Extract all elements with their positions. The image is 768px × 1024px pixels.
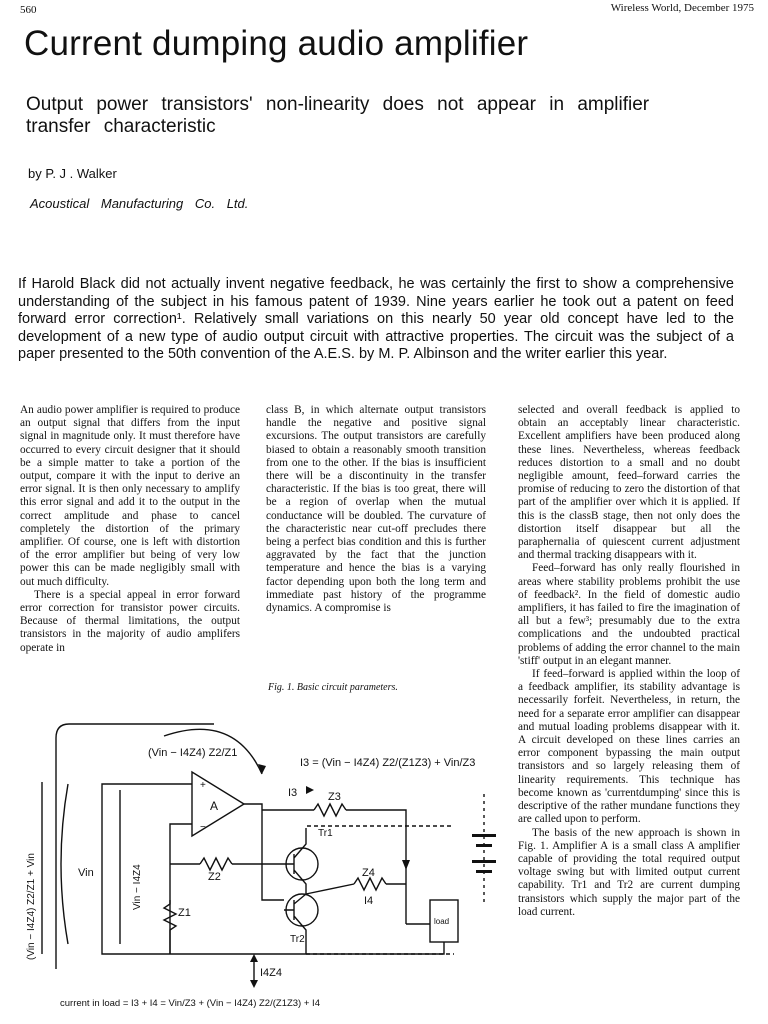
z2-resistor: [200, 858, 232, 870]
article-title: Current dumping audio amplifier: [24, 24, 529, 63]
running-header: Wireless World, December 1975: [610, 2, 754, 14]
body-paragraph: If feed–forward is applied within the loop of a feedback amplifier, its stability advantage is necessarily forfeit. Nevertheless, in return, the need for a separate error amplifier can disappear and mutual loading problems disappear with it. A circuit developed on these lines carries an error component bypassing the main output transistors and so largely releasing them of linearity requirements. This technique has become known as 'currentdumping' since this is descriptive of the rather mundane functions they are called upon to perform.: [518, 668, 740, 826]
label-tr2: Tr2: [290, 934, 305, 945]
plus-input-wire: [102, 784, 192, 946]
page-number: 560: [20, 4, 37, 16]
minus-input-wire: [170, 824, 192, 954]
body-paragraph: selected and overall feedback is applied to obtain an acceptably linear characteristic. Excellent amplifiers have been produced along these lines. Nevertheless, whereas feedback reduces distortion to a small and no doubt negligible amount, feed–forward carries the promise of reducing to zero the distortion of that part of the amplifier over which it is applied. If this is the classB stage, then not only does the distortion itself disappear but all the paraphernalia of quiescent current adjustment and thermal tracking disappears with it.: [518, 404, 740, 562]
label-i4: I4: [364, 895, 374, 907]
label-load: load: [434, 917, 450, 926]
output-rail: [346, 810, 406, 924]
arrow-up-head: [250, 954, 258, 962]
label-i4z4: I4Z4: [260, 967, 283, 979]
arrow-down-head: [250, 980, 258, 988]
i4-arrow-head: [402, 860, 410, 870]
label-mid-expr: Vin − I4Z4: [132, 864, 143, 910]
label-left-expr: (Vin − I4Z4) Z2/Z1 + Vin: [26, 853, 37, 960]
article-subtitle: Output power transistors' non-linearity does not appear in amplifier transfer characteristic: [26, 94, 650, 137]
i3-arrow-head: [306, 786, 314, 794]
dumper-base-rail: [262, 822, 284, 900]
battery-plate: [472, 834, 496, 837]
affiliation: Acoustical Manufacturing Co. Ltd.: [30, 196, 249, 211]
body-paragraph: The basis of the new approach is shown in Fig. 1. Amplifier A is a small class A amplifier capable of providing the total required output voltage swing but with limited output current capability. Tr1 and Tr2 are current dumping transistors which supply the major part of the load current.: [518, 826, 740, 918]
label-z3: Z3: [328, 791, 341, 803]
figure-caption: Fig. 1. Basic circuit parameters.: [268, 682, 398, 693]
label-vin: Vin: [78, 867, 94, 879]
ground-return: [102, 942, 444, 954]
label-current-in-load: current in load = I3 + I4 = Vin/Z3 + (Vin − I4Z4) Z2/(Z1Z3) + I4: [60, 998, 320, 1009]
body-column-2: [266, 404, 486, 615]
emitter-junction: [306, 884, 354, 894]
vin-bracket: [61, 784, 68, 944]
battery-plate: [476, 870, 492, 873]
label-minus: −: [200, 822, 206, 833]
label-plus: +: [200, 780, 206, 791]
z3-resistor: [314, 804, 346, 816]
vin-input-wire: [56, 724, 214, 969]
label-z2: Z2: [208, 871, 221, 883]
label-tr1: Tr1: [318, 828, 333, 839]
circuit-diagram: [14, 704, 510, 1020]
body-paragraph: An audio power amplifier is required to produce an output signal that differs from the input signal in magnitude only. It must therefore have occurred to every circuit designer that it should be a simple matter to take a portion of the output, compare it with the input to derive an error signal. It is then only necessary to amplify this error signal and add it to the output in the correct amplitude and phase to cancel completely the distortion of the primary amplifier. Of course, one is left with distortion of the error amplifier but being of very low power this can be made negligibly small with out much difficulty.: [20, 404, 240, 588]
label-z1: Z1: [178, 907, 191, 919]
battery-plate: [476, 844, 492, 847]
battery-plate: [472, 860, 496, 863]
label-amp: A: [210, 799, 219, 813]
body-paragraph: Feed–forward has only really flourished in areas where stability problems prohibit the use of feedback². In the field of domestic audio amplifiers, it has failed to fire the imagination of all but a few³; presumably due to the extra complications and the undoubted practical problems of adding the error channel to the main 'stiff' output in an elegant manner.: [518, 562, 740, 667]
body-column-3: [518, 404, 740, 919]
amp-output-wire: [244, 804, 262, 822]
body-paragraph: There is a special appeal in error forward error correction for transistor power circuits. Because of thermal limitations, the output transistors in the majority of audio amplifers operate in: [20, 588, 240, 654]
body-column-1: [20, 404, 240, 655]
label-feedback-expr: (Vin − I4Z4) Z2/Z1: [148, 747, 238, 759]
z4-resistor: [354, 878, 386, 890]
label-z4: Z4: [362, 867, 375, 879]
intro-paragraph: If Harold Black did not actually invent negative feedback, he was certainly the first to show a comprehensive understanding of the subject in his famous patent of 1939. Nine years earlier he took out a patent on feed forward error correction¹. Relatively small variations on this nearly 50 year old concept have led to the development of a new type of audio output circuit with attractive properties. The circuit was the subject of a paper presented to the 50th convention of the A.E.S. by M. P. Albinson and the writer earlier this year.: [18, 276, 734, 363]
body-paragraph: class B, in which alternate output transistors handle the negative and positive signal excursions. The output transistors are carefully biased to obtain a reasonably smooth transition from one to the other. If the bias is insufficient there will be a discontinuity in the transfer characteristic. If the bias is too great, there will be a region of overlap when the mutual conductance will be doubled. The curvature of the characteristic near cut-off precludes there being a perfect bias condition and this is further aggravated by the fact that the junction temperature and hence the bias is a varying factor depending upon both the long term and immediate past history of the programme dynamics. A compromise is: [266, 404, 486, 615]
tr1-leads: [262, 832, 306, 894]
label-i3-equation: I3 = (Vin − I4Z4) Z2/(Z1Z3) + Vin/Z3: [300, 757, 476, 769]
label-i3: I3: [288, 787, 298, 799]
byline: by P. J . Walker: [28, 166, 117, 181]
